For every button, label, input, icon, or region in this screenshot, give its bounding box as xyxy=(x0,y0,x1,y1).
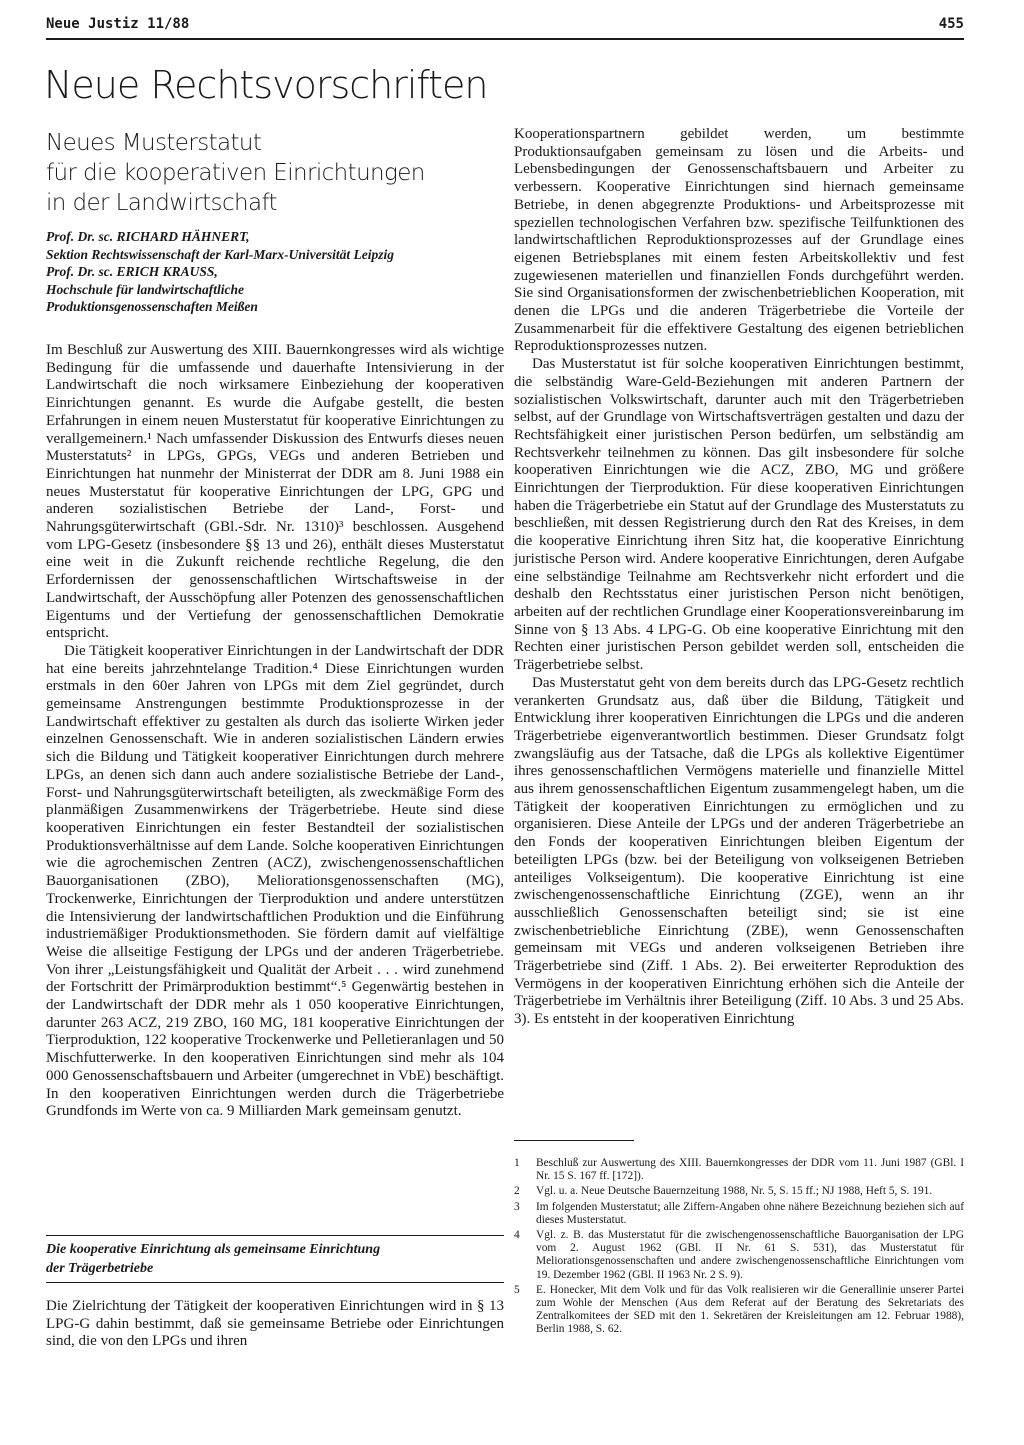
page-number: 455 xyxy=(938,16,964,32)
article-title-line: Neues Musterstatut xyxy=(46,130,262,156)
author-affiliation: Produktionsgenossenschaften Meißen xyxy=(46,299,258,314)
footnote xyxy=(514,1157,964,1183)
paragraph: Das Musterstatut geht von dem bereits durch das LPG-Gesetz rechtlich verankerten Grundsatz aus, daß über die Bildung, Tätigkeit und Entwicklung ihrer kooperativen Einrichtungen die LPGs und die anderen Trägerbetriebe eigenverantwortlich bestimmen. Dieser Grundsatz folgt zwangsläufig aus der Tatsache, daß die LPGs als kollektive Eigentümer ihres genossenschaftlichen Vermögens materielle und finanzielle Mittel aus ihrem genossenschaftlichen Eigentum zusammengelegt haben, um die Tätigkeit der kooperativen Einrichtungen zu ermöglichen und zu organisieren. Diese Anteile der LPGs und der anderen Trägerbetriebe an den Fonds der kooperativen Einrichtungen bleiben Eigentum der beteiligten LPGs (bzw. bei der Beteiligung von volkseigenen Betrieben anteiliges Volkseigentum). Die kooperative Einrichtung ist eine zwischengenossenschaftliche Einrichtung (ZGE), wenn an ihr ausschließlich Genossenschaften beteiligt sind; sie ist eine zwischenbetriebliche Einrichtung (ZBE), wenn Genossenschaften gemeinsam mit VEGs und anderen volkseigenen Betrieben ihre Trägerbetriebe sind (Ziff. 1 Abs. 2). Bei erweiterter Reproduktion des Vermögens in der kooperativen Einrichtung erhöhen sich die Anteile der Trägerbetriebe im Verhältnis ihrer Beteiligung (Ziff. 10 Abs. 3 und 25 Abs. 3). Es entsteht in der kooperativen Einrichtung xyxy=(514,674,964,1028)
left-column-body xyxy=(46,342,504,1121)
footnote-number: 5 xyxy=(514,1283,520,1296)
journal-issue: Neue Justiz 11/88 xyxy=(46,16,190,32)
paragraph: Kooperationspartnern gebildet werden, um bestimmte Produktionsaufgaben gemeinsam zu lösen und die Arbeits- und Lebensbedingungen der Genossenschaftsbauern und Arbeiter zu verbessern. Kooperative Einrichtungen sind hiernach gemeinsame Betriebe, in denen abgegrenzte Produktions- und Arbeitsprozesse mit speziellen technologischen Verfahren bzw. spezifische Teilfunktionen des landwirtschaftlichen Reproduktionsprozesses auf der Grundlage eines eigenen Betriebsplanes mit einem festen Arbeitskollektiv und fest zugewiesenen materiellen und finanziellen Fonds durchgeführt werden. Sie sind Organisationsformen der zwischenbetrieblichen Kooperation, mit denen die LPGs und die anderen Trägerbetriebe die Vorteile der Zusammenarbeit für die effektivere Gestaltung des eigenen betrieblichen Reproduktionsprozesses nutzen. xyxy=(514,126,964,355)
article-title-line: in der Landwirtschaft xyxy=(46,190,277,216)
author-block xyxy=(46,228,504,316)
footnote xyxy=(514,1284,964,1337)
footnotes xyxy=(514,1157,964,1339)
author-affiliation: Hochschule für landwirtschaftliche xyxy=(46,281,245,297)
footnote-text: Vgl. z. B. das Musterstatut für die zwischengenossenschaftliche Bauorganisation der LPG vom 2. August 1962 (GBl. II Nr. 61 S. 531), das Musterstatut für Meliorationsgenossenschaften und andere zwischengenossenschaftliche Einrichtungen vom 19. Dezember 1962 (GBl. II 1963 Nr. 2 S. 9). xyxy=(536,1229,964,1281)
subheading-line: Die kooperative Einrichtung als gemeinsame Einrichtung xyxy=(46,1242,381,1257)
footnote-number: 3 xyxy=(514,1200,520,1213)
author-name: Prof. Dr. sc. ERICH KRAUSS, xyxy=(46,264,218,279)
paragraph: Die Tätigkeit kooperativer Einrichtungen in der Landwirtschaft der DDR hat eine bereits jahrzehntelange Tradition.⁴ Diese Einrichtungen wurden erstmals in den 60er Jahren von LPGs mit dem Ziel gegründet, durch gemeinsame Anstrengungen bestimmte Produktionsprozesse in der Landwirtschaft effektiver zu gestalten als durch das isolierte Wirken jeder einzelnen Genossenschaft. Wie in anderen sozialistischen Ländern erwies sich die Bildung und Tätigkeit kooperativer Einrichtungen durch mehrere LPGs, an denen sich dann auch andere sozialistische Betriebe der Land-, Forst- und Nahrungsgüterwirtschaft beteiligten, als zweckmäßige Form des planmäßigen Zusammenwirkens der Trägerbetriebe. Heute sind diese kooperativen Einrichtungen ein fester Bestandteil der sozialistischen Produktionsverhältnisse auf dem Lande. Solche kooperativen Einrichtungen wie die agrochemischen Zentren (ACZ), zwischengenossenschaftlichen Bauorganisationen (ZBO), Meliorationsgenossenschaften (MG), Trockenwerke, Einrichtungen der Tierproduktion und andere unterstützen die Intensivierung der landwirtschaftlichen Produktion und die Einführung industriemäßiger Produktionsmethoden. Sie fördern damit auf vielfältige Weise die allseitige Festigung der LPGs und der anderen Trägerbetriebe. Von ihrer „Leistungsfähigkeit und Qualität der Arbeit . . . wird zunehmend der Fortschritt der Primärproduktion bestimmt“.⁵ Gegenwärtig bestehen in der Landwirtschaft der DDR mehr als 1 050 kooperative Einrichtungen, darunter 263 ACZ, 219 ZBO, 160 MG, 181 kooperative Einrichtungen der Tierproduktion, 122 kooperative Trockenwerke und Pelletieranlagen und 50 Mischfutterwerke. In den kooperativen Einrichtungen sind mehr als 104 000 Genossenschaftsbauern und Arbeiter (umgerechnet in VbE) beschäftigt. In den kooperativen Einrichtungen werden durch die Trägerbetriebe Grundfonds im Werte von ca. 9 Milliarden Mark gemeinsam genutzt. xyxy=(46,642,504,1120)
footnote-text: Im folgenden Musterstatut; alle Ziffern-Angaben ohne nähere Bezeichnung beziehen sich auf dieses Musterstatut. xyxy=(536,1200,964,1226)
footnote-text: Vgl. u. a. Neue Deutsche Bauernzeitung 1988, Nr. 5, S. 15 ff.; NJ 1988, Heft 5, S. 191. xyxy=(536,1185,933,1198)
right-column-body xyxy=(514,126,964,1029)
paragraph: Die Zielrichtung der Tätigkeit der kooperativen Einrichtungen wird in § 13 LPG-G dahin bestimmt, daß sie gemeinsame Betriebe oder Einrichtungen sind, die von den LPGs und ihren xyxy=(46,1298,504,1350)
footnote-text: Beschluß zur Auswertung des XIII. Bauernkongresses der DDR vom 11. Juni 1987 (GBl. I Nr. 15 S. 167 ff. [172]). xyxy=(536,1157,964,1183)
footnote-number: 2 xyxy=(514,1185,520,1198)
author-affiliation: Sektion Rechtswissenschaft der Karl-Marx-Universität Leipzig xyxy=(46,246,395,262)
footnote xyxy=(514,1201,964,1227)
paragraph: Im Beschluß zur Auswertung des XIII. Bauernkongresses wird als wichtige Bedingung für die umfassende und dauerhafte Intensivierung in der Landwirtschaft die noch wirksamere Einbeziehung der kooperativen Einrichtungen genannt. Es wurde die Aufgabe gestellt, die besten Erfahrungen in einem neuen Musterstatut für kooperative Einrichtungen zu verallgemeinern.¹ Nach umfassender Diskussion des Entwurfs dieses neuen Musterstatuts² in LPGs, GPGs, VEGs und anderen Betrieben und Einrichtungen hat nunmehr der Ministerrat der DDR am 8. Juni 1988 ein neues Musterstatut für kooperative Einrichtungen der LPG, GPG und anderen sozialistischen Betriebe der Land-, Forst- und Nahrungsgüterwirtschaft (GBl.-Sdr. Nr. 1310)³ beschlossen. Ausgehend vom LPG-Gesetz (insbesondere §§ 13 und 26), enthält dieses Musterstatut eine weit in die Zukunft reichende rechtliche Regelung, die den Erfordernissen der genossenschaftlichen Wirtschaftsweise in der Landwirtschaft, der Ausschöpfung aller Potenzen des genossenschaftlichen Eigentums und der Vertiefung der genossenschaftlichen Demokratie entspricht. xyxy=(46,342,504,642)
article-title-line: für die kooperativen Einrichtungen xyxy=(46,160,425,186)
running-header xyxy=(46,14,964,40)
subheading xyxy=(46,1235,504,1283)
footnote-divider xyxy=(514,1140,634,1141)
footnote xyxy=(514,1185,964,1198)
footnote-number: 1 xyxy=(514,1157,520,1169)
section-title: Neue Rechtsvorschriften xyxy=(44,63,488,107)
paragraph: Das Musterstatut ist für solche kooperativen Einrichtungen bestimmt, die selbständig Ware-Geld-Beziehungen mit anderen Partnern der sozialistischen Volkswirtschaft, darunter auch mit den Trägerbetrieben selbst, auf der Grundlage von Wirtschaftsverträgen gestalten und dazu der Rechtsfähigkeit einer juristischen Person bedürfen, um selbständig am Rechtsverkehr teilnehmen zu können. Das gilt insbesondere für solche kooperativen Einrichtungen wie die ACZ, ZBO, MG und größere Einrichtungen der Tierproduktion. Für diese kooperativen Einrichtungen haben die Trägerbetriebe ein Statut auf der Grundlage des Musterstatuts zu beschließen, mit dessen Registrierung durch den Rat des Kreises, in dem die kooperative Einrichtung ihren Sitz hat, die kooperative Einrichtung juristische Person wird. Andere kooperative Einrichtungen, deren Aufgabe eine selbständige Teilnahme am Rechtsverkehr nicht erfordert und die deshalb den Rechtsstatus einer juristischen Person nicht benötigen, arbeiten auf der rechtlichen Grundlage einer Kooperationsvereinbarung im Sinne von § 13 Abs. 4 LPG-G. Ob eine kooperative Einrichtung mit den Rechten einer juristischen Person gebildet werden soll, entscheiden die Trägerbetriebe selbst. xyxy=(514,356,964,674)
article-title xyxy=(46,128,476,218)
footnote-number: 4 xyxy=(514,1229,520,1242)
left-column-continuation xyxy=(46,1298,504,1351)
subheading-line: der Trägerbetriebe xyxy=(46,1261,154,1276)
footnote xyxy=(514,1229,964,1282)
footnote-text: E. Honecker, Mit dem Volk und für das Volk realisieren wir die Generallinie unserer Partei zum Wohle der Menschen (Aus dem Referat auf der Beratung des Sekretariats des Zentralkomitees der SED mit den 1. Sekretären der Kreisleitungen am 12. Februar 1988), Berlin 1988, S. 62. xyxy=(536,1283,964,1336)
author-name: Prof. Dr. sc. RICHARD HÄHNERT, xyxy=(46,229,250,244)
